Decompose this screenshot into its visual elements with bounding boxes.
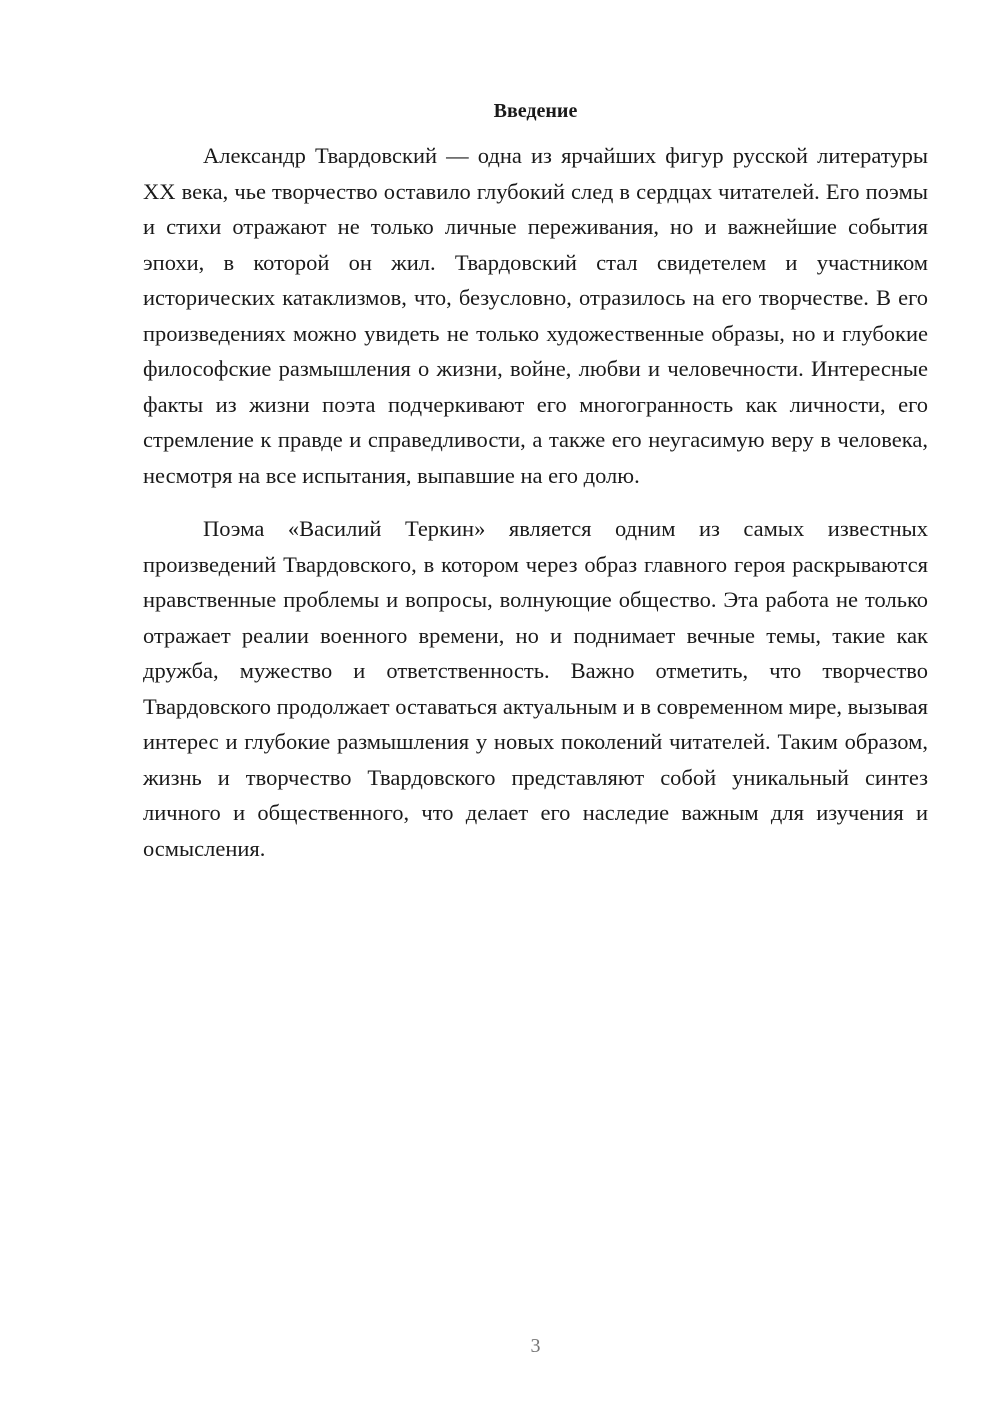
- paragraph-intro-1: Александр Твардовский — одна из ярчайших фигур русской литературы XX века, чье творчество оставило глубокий след в сердцах читателей. Его поэмы и стихи отражают не только личные переживания, но и важнейшие события эпохи, в которой он жил. Твардовский стал свидетелем и участником исторических катаклизмов, что, безусловно, отразилось на его творчестве. В его произведениях можно увидеть не только художественные образы, но и глубокие философские размышления о жизни, войне, любви и человечности. Интересные факты из жизни поэта подчеркивают его многогранность как личности, его стремление к правде и справедливости, а также его неугасимую веру в человека, несмотря на все испытания, выпавшие на его долю.: [143, 143, 928, 488]
- paragraph-intro-2: Поэма «Василий Теркин» является одним из самых известных произведений Твардовского, в котором через образ главного героя раскрываются нравственные проблемы и вопросы, волнующие общество. Эта работа не только отражает реалии военного времени, но и поднимает вечные темы, такие как дружба, мужество и ответственность. Важно отметить, что творчество Твардовского продолжает оставаться актуальным и в современном мире, вызывая интерес и глубокие размышления у новых поколений читателей. Таким образом, жизнь и творчество Твардовского представляют собой уникальный синтез личного и общественного, что делает его наследие важным для изучения и осмысления.: [143, 516, 928, 861]
- page-content: [143, 96, 928, 866]
- page-number: 3: [530, 1335, 541, 1357]
- section-heading: Введение: [493, 100, 578, 122]
